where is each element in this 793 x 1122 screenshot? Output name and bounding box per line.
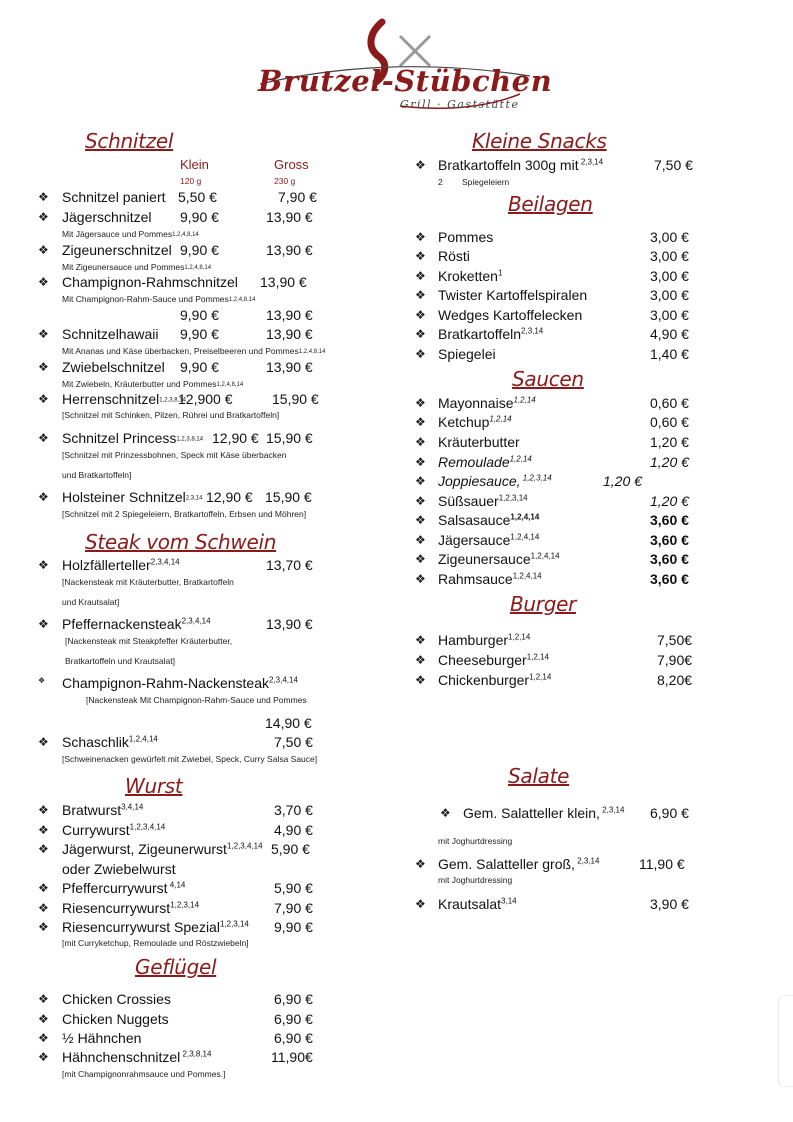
item-price: 14,90 €	[265, 715, 312, 731]
item-name: Twister Kartoffelspiralen	[438, 287, 588, 303]
item-name: Salsasauce$^{1,2,4,14}$	[438, 512, 540, 528]
item-price: 0,60 €	[650, 414, 689, 430]
price-small: 9,90 €	[180, 209, 219, 225]
bullet-icon: ❖	[38, 803, 49, 817]
price-small: 9,90 €	[180, 242, 219, 258]
item-name: Schnitzelhawaii	[62, 326, 159, 342]
item-note: [Schnitzel mit Schinken, Pilzen, Rührei und Bratkartoffeln]	[62, 410, 280, 420]
item-note: Mit Zwiebeln, Kräuterbutter und Pommes1,2,4,8,14	[62, 379, 244, 389]
item-name: Zwiebelschnitzel	[62, 359, 165, 375]
item-price: 3,00 €	[650, 248, 689, 264]
item-price: 8,20€	[657, 672, 693, 688]
bullet-icon: ❖	[440, 806, 451, 820]
item-price: 3,00 €	[650, 287, 689, 303]
item-price: 7,90€	[657, 652, 693, 668]
price-small: 12,90 €	[206, 489, 253, 505]
section-heading-burger: Burger	[510, 592, 577, 616]
item-name: Riesencurrywurst$^{1,2,3,14}$	[62, 900, 200, 916]
section-heading-salate: Salate	[508, 764, 570, 788]
item-price: 11,90 €	[639, 856, 685, 872]
item-note: und Bratkartoffeln]	[62, 470, 132, 480]
item-price: 6,90 €	[274, 1030, 313, 1046]
section-heading-schnitzel: Schnitzel	[85, 129, 174, 153]
col-large-weight: 230 g	[274, 176, 296, 186]
item-note: Mit Ananas und Käse überbacken, Preiselbeeren und Pommes1,2,4,8,14	[62, 346, 326, 356]
item-name: Krautsalat$^{3,14}$	[438, 896, 517, 912]
price-large: 15,90 €	[265, 489, 312, 505]
bullet-icon: ❖	[38, 823, 49, 837]
price-large: 7,90 €	[278, 189, 317, 205]
item-note: [Nackensteak mit Kräuterbutter, Bratkartoffeln	[62, 577, 234, 587]
bullet-icon: ❖	[38, 490, 49, 504]
item-name: Rahmsauce$^{1,2,4,14}$	[438, 571, 542, 587]
item-price: 3,60 €	[650, 571, 689, 587]
bullet-icon: ❖	[38, 275, 49, 289]
price-large: 13,90 €	[266, 242, 313, 258]
item-name: Chicken Crossies	[62, 991, 171, 1007]
item-name: Schnitzel paniert	[62, 189, 166, 205]
bullet-icon: ❖	[415, 288, 426, 302]
section-heading-gefluegel: Geflügel	[135, 955, 217, 979]
bullet-icon: ❖	[415, 308, 426, 322]
bullet-icon: ❖	[415, 673, 426, 687]
price-large: 13,90 €	[266, 326, 313, 342]
price-large: 13,90 €	[266, 209, 313, 225]
price-small: 9,90 €	[180, 326, 219, 342]
item-note: [Schnitzel mit 2 Spiegeleiern, Bratkartoffeln, Erbsen und Möhren]	[62, 509, 307, 519]
item-name: Bratkartoffeln 300g mit $^{2,3,14}$	[438, 157, 604, 173]
item-name: Schnitzel Princess1,2,3,8,14	[62, 430, 204, 446]
bullet-icon: ❖	[415, 269, 426, 283]
item-price: 5,90 €	[271, 841, 310, 857]
bullet-icon: ❖	[415, 230, 426, 244]
item-name: Jägerwurst, Zigeunerwurst$^{1,2,3,4,14}$	[62, 841, 263, 857]
item-price: 0,60 €	[650, 395, 689, 411]
bullet-icon: ❖	[415, 455, 426, 469]
item-name: ½ Hähnchen	[62, 1030, 142, 1046]
item-name: Mayonnaise$^{1,2,14}$	[438, 395, 536, 411]
logo	[250, 14, 553, 114]
item-price: 3,60 €	[650, 551, 689, 567]
item-name: Holsteiner Schnitzel2,3,14	[62, 489, 203, 505]
item-note: Bratkartoffeln und Krautsalat]	[65, 656, 175, 666]
item-price: 6,90 €	[274, 991, 313, 1007]
item-note: [Nackensteak Mit Champignon-Rahm-Sauce und Pommes	[86, 695, 307, 705]
bullet-icon: ❖	[415, 857, 426, 871]
item-price: 3,90 €	[650, 896, 689, 912]
item-price: 3,00 €	[650, 307, 689, 323]
item-name: Wedges Kartoffelecken	[438, 307, 583, 323]
section-heading-wurst: Wurst	[125, 774, 183, 798]
item-name: Bratwurst$^{3,4,14}$	[62, 802, 144, 818]
item-note: mit Joghurtdressing	[438, 836, 513, 846]
item-note: Mit Champignon-Rahm-Sauce und Pommes1,2,4,8,14	[62, 294, 256, 304]
item-note: Spiegeleiern	[462, 177, 510, 187]
bullet-icon: ❖	[415, 633, 426, 647]
bullet-icon: ❖	[38, 1031, 49, 1045]
item-name: Remoulade$^{1,2,14}$	[438, 454, 532, 470]
item-name: Rösti	[438, 248, 470, 264]
item-price: 1,20 €	[650, 493, 689, 509]
item-price: 3,70 €	[274, 802, 313, 818]
item-price: 7,50€	[657, 632, 693, 648]
item-name: Zigeunerschnitzel	[62, 242, 172, 258]
bullet-icon: ❖	[415, 249, 426, 263]
section-heading-snacks: Kleine Snacks	[472, 129, 607, 153]
bullet-icon: ❖	[415, 897, 426, 911]
item-name: Hähnchenschnitzel $^{2,3,8,14}$	[62, 1049, 212, 1065]
bullet-icon: ❖	[38, 992, 49, 1006]
item-name: Hamburger$^{1,2,14}$	[438, 632, 531, 648]
price-large: 13,90 €	[266, 359, 313, 375]
bullet-icon: ❖	[38, 431, 49, 445]
section-heading-saucen: Saucen	[512, 367, 584, 391]
item-note: mit Joghurtdressing	[438, 875, 513, 885]
bullet-icon: ❖	[415, 347, 426, 361]
item-price: 5,90 €	[274, 880, 313, 896]
logo-subtitle: Grill · Gaststätte	[400, 98, 520, 111]
item-note: [Nackensteak mit Steakpfeffer Kräuterbutter,	[65, 636, 233, 646]
item-note: [Schweinenacken gewürfelt mit Zwiebel, Speck, Curry Salsa Sauce]	[62, 754, 318, 764]
bullet-icon: ❖	[38, 210, 49, 224]
item-name: Kräuterbutter	[438, 434, 520, 450]
bullet-icon: ❖	[38, 1050, 49, 1064]
item-name: Gem. Salatteller groß, $^{2,3,14}$	[438, 856, 600, 872]
bullet-icon: ❖	[38, 842, 49, 856]
item-name: Kroketten$^1$	[438, 268, 503, 284]
bullet-icon: ❖	[38, 617, 49, 631]
bullet-icon: ❖	[415, 653, 426, 667]
item-price: 1,20 €	[650, 454, 689, 470]
item-name: Gem. Salatteller klein, $^{2,3,14}$	[463, 805, 625, 821]
item-price: 7,50 €	[654, 157, 693, 173]
price-large: 15,90 €	[272, 391, 319, 407]
item-price: 3,60 €	[650, 512, 689, 528]
item-name: Herrenschnitzel1,2,3,8,14	[62, 391, 186, 407]
page-edge-shadow	[778, 995, 793, 1087]
price-small: 12,900 €	[178, 391, 233, 407]
item-name: Joppiesauce, $^{1,2,3,14}$	[438, 473, 552, 489]
item-price: 3,00 €	[650, 268, 689, 284]
bullet-icon: ❖	[415, 513, 426, 527]
bullet-icon: ❖	[38, 392, 49, 406]
item-price: 9,90 €	[274, 919, 313, 935]
bullet-icon: ❖	[415, 572, 426, 586]
item-price: 13,90 €	[266, 616, 313, 632]
price-large: 13,90 €	[266, 307, 313, 323]
item-name: Chickenburger$^{1,2,14}$	[438, 672, 552, 688]
item-name: Cheeseburger$^{1,2,14}$	[438, 652, 549, 668]
item-name: Schaschlik$^{1,2,4,14}$	[62, 734, 158, 750]
item-note: [mit Curryketchup, Remoulade und Röstzwiebeln]	[62, 938, 249, 948]
bullet-icon: ❖	[38, 881, 49, 895]
bullet-icon: ❖	[38, 190, 49, 204]
bullet-icon: ❖	[415, 415, 426, 429]
bullet-icon: ❖	[415, 494, 426, 508]
item-price: 11,90€	[271, 1049, 313, 1065]
item-name: Champignon-Rahm-Nackensteak$^{2,3,4,14}$	[62, 675, 298, 691]
item-name: Champignon-Rahmschnitzel	[62, 274, 238, 290]
item-note: [Schnitzel mit Prinzessbohnen, Speck mit Käse überbacken	[62, 450, 287, 460]
bullet-icon: ❖	[38, 920, 49, 934]
item-price: 3,00 €	[650, 229, 689, 245]
price-small: 9,90 €	[180, 359, 219, 375]
item-note-num: 2	[438, 177, 443, 187]
item-name: Pfeffernackensteak$^{2,3,4,14}$	[62, 616, 211, 632]
bullet-icon: ❖	[38, 1012, 49, 1026]
price-large: 15,90 €	[266, 430, 313, 446]
item-price: 1,20 €	[650, 434, 689, 450]
item-price: 3,60 €	[650, 532, 689, 548]
item-name: Spiegelei	[438, 346, 496, 362]
col-small-label: Klein	[180, 157, 209, 172]
item-price: 13,70 €	[266, 557, 313, 573]
item-name: Süßsauer$^{1,2,3,14}$	[438, 493, 528, 509]
item-name: Zigeunersauce$^{1,2,4,14}$	[438, 551, 560, 567]
item-name: Bratkartoffeln$^{2,3,14}$	[438, 326, 544, 342]
price-small: 12,90 €	[212, 430, 259, 446]
bullet-icon: ❖	[38, 327, 49, 341]
item-price: 6,90 €	[650, 805, 689, 821]
item-name: Pommes	[438, 229, 494, 245]
bullet-icon: ❖	[415, 327, 426, 341]
item-price: 4,90 €	[274, 822, 313, 838]
item-price: 7,90 €	[274, 900, 313, 916]
item-name-line2: oder Zwiebelwurst	[62, 861, 176, 877]
item-name: Jägerschnitzel	[62, 209, 152, 225]
bullet-icon: ❖	[415, 474, 426, 488]
item-price: 6,90 €	[274, 1011, 313, 1027]
bullet-icon: ❖	[415, 552, 426, 566]
item-name: Holzfällerteller$^{2,3,4,14}$	[62, 557, 180, 573]
item-name: Ketchup$^{1,2,14}$	[438, 414, 512, 430]
col-small-weight: 120 g	[180, 176, 202, 186]
section-heading-steak: Steak vom Schwein	[85, 530, 277, 554]
bullet-icon: ❖	[38, 360, 49, 374]
item-note: [mit Champignonrahmsauce und Pommes.]	[62, 1069, 226, 1079]
bullet-icon: ❖	[38, 558, 49, 572]
price-small: 5,50 €	[178, 189, 217, 205]
item-name: Pfeffercurrywurst $^{4,14}$	[62, 880, 186, 896]
bullet-icon: ❖	[38, 243, 49, 257]
item-note: Mit Zigeunersauce und Pommes1,2,4,8,14	[62, 262, 212, 272]
item-price: 1,20 €	[603, 473, 642, 489]
bullet-icon: ❖	[38, 901, 49, 915]
item-name: Riesencurrywurst Spezial$^{1,2,3,14}$	[62, 919, 249, 935]
bullet-icon: ❖	[415, 533, 426, 547]
bullet-icon: ❖	[415, 435, 426, 449]
item-name: Currywurst$^{1,2,3,4,14}$	[62, 822, 166, 838]
item-note: Mit Jägersauce und Pommes1,2,4,8,14	[62, 229, 199, 239]
price-small: 9,90 €	[180, 307, 219, 323]
item-price: 1,40 €	[650, 346, 689, 362]
item-name: Chicken Nuggets	[62, 1011, 169, 1027]
item-note: und Krautsalat]	[62, 597, 120, 607]
bullet-icon: ❖	[415, 396, 426, 410]
bullet-icon: ❖	[415, 158, 426, 172]
logo-title: Brutzel-Stübchen	[258, 64, 553, 98]
item-price: 4,90 €	[650, 326, 689, 342]
col-large-label: Gross	[274, 157, 309, 172]
section-heading-beilagen: Beilagen	[508, 192, 593, 216]
item-name: Jägersauce$^{1,2,4,14}$	[438, 532, 540, 548]
bullet-icon: ❖	[38, 735, 49, 749]
price-large: 13,90 €	[260, 274, 307, 290]
item-price: 7,50 €	[274, 734, 313, 750]
bullet-icon: ❖	[38, 676, 46, 685]
